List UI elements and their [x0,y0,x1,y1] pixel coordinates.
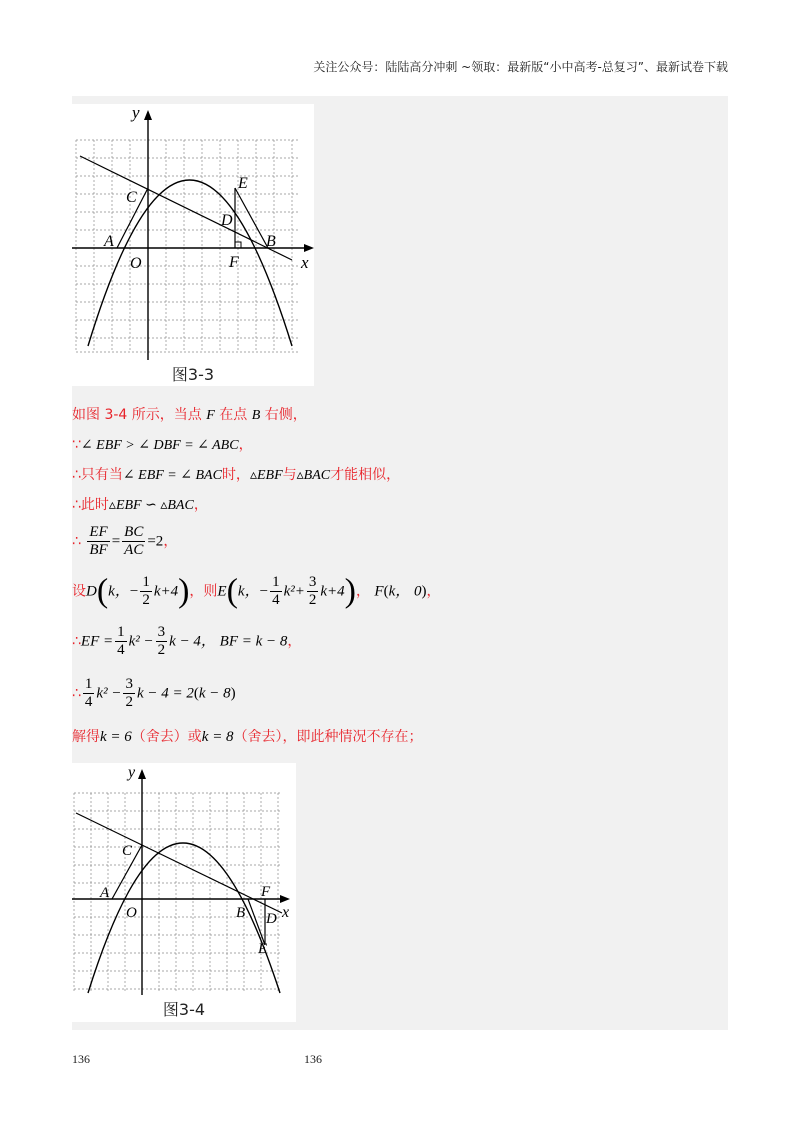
label-y: y [132,104,140,122]
text-line-4: ∴此时▵EBF ∽ ▵BAC， [72,497,208,513]
page-number-center: 136 [304,1052,322,1066]
label-b: B [266,233,276,250]
label-x: x [282,904,290,921]
x-axis-arrow [304,244,314,252]
label-a: A [100,885,110,901]
x-axis-arrow [280,895,290,903]
text-line-7: ∴EF = $\frac{1}{4}$ k² − $\frac{3}{2}$ k − 4， BF = k − 8， [72,624,302,658]
label-b: B [236,905,246,921]
text-line-8: ∴ $\frac{1}{4}$ k² − $\frac{3}{2}$ k − 4 = 2(k − 8) [72,676,236,710]
label-d: D [221,212,233,229]
text-line-3: ∴只有当∠ EBF = ∠ BAC时，▵EBF与▵BAC才能相似， [72,467,401,483]
parabola [88,180,292,346]
figure-caption: 图3-3 [171,365,215,384]
label-f: F [261,884,271,900]
figure-3-4 [72,763,296,1022]
label-f: F [229,254,239,271]
text-line-9: 解得k = 6（舍去）或k = 8（舍去），即此种情况不存在； [72,729,423,745]
label-e: E [238,175,248,192]
page-header: 关注公众号：陆陆高分冲刺 ~领取：最新版“小中高考-总复习”、最新试卷下载 [313,60,728,74]
segment-eb [235,188,268,248]
label-y: y [128,764,136,781]
label-d: D [266,911,277,927]
y-axis-arrow [138,769,146,779]
graph-3-4 [72,763,296,997]
solution-panel [72,96,728,1030]
label-e: E [258,941,268,957]
text-line-1: 如图 3-4 所示，当点 F 在点 B 右侧， [72,407,307,423]
text-line-6: 设D(k，− $\frac{1}{2}$ k+4)，则E(k，− $\frac{1}{4}$ k²+ $\frac{3}{2}$ k+4)， F(k， 0)， [72,572,441,610]
label-c: C [126,189,137,206]
text-line-5: ∴ $\frac{EF}{BF}$ = $\frac{BC}{AC}$ =2， [72,524,178,558]
figure-3-3 [72,104,314,386]
graph-3-3 [72,104,314,362]
label-c: C [122,843,133,859]
label-o: O [126,905,137,921]
label-a: A [104,233,114,250]
text-line-2: ∵∠ EBF > ∠ DBF = ∠ ABC， [72,437,253,453]
figure-caption: 图3-4 [162,1000,206,1019]
segment-eb [248,899,265,945]
label-x: x [301,253,309,272]
page-number-left: 136 [72,1052,90,1066]
label-o: O [130,255,142,272]
y-axis-arrow [144,110,152,120]
